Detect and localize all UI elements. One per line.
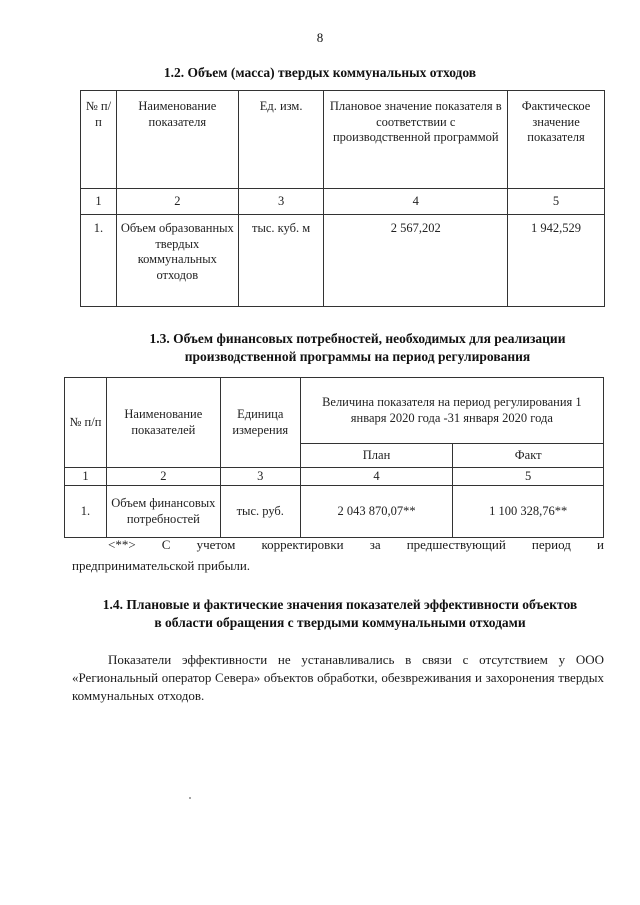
header-num: № п/п bbox=[65, 378, 107, 468]
numbering-row bbox=[65, 468, 604, 486]
table-row bbox=[65, 486, 604, 538]
col-number: 2 bbox=[106, 468, 220, 486]
row-name: Объем образованных твердых коммунальных отходов bbox=[116, 215, 238, 307]
row-num: 1. bbox=[65, 486, 107, 538]
section-1-4-title-line1: 1.4. Плановые и фактические значения показателей эффективности объектов bbox=[102, 597, 578, 612]
col-number: 5 bbox=[508, 189, 605, 215]
header-unit: Единица измерения bbox=[220, 378, 300, 468]
section-1-3-title-line1: 1.3. Объем финансовых потребностей, необходимых для реализации bbox=[149, 331, 566, 346]
header-unit: Ед. изм. bbox=[238, 91, 324, 189]
financial-needs-table bbox=[64, 377, 604, 538]
footnote-word: учетом bbox=[196, 537, 236, 552]
row-name: Объем финансовых потребностей bbox=[106, 486, 220, 538]
footnote-word: <**> bbox=[108, 537, 136, 552]
table-header-row bbox=[65, 378, 604, 444]
col-number: 3 bbox=[220, 468, 300, 486]
waste-volume-table bbox=[80, 90, 605, 307]
footnote-word: корректировки bbox=[261, 537, 344, 552]
page-number: 8 bbox=[316, 30, 324, 45]
header-num: № п/п bbox=[81, 91, 117, 189]
header-plan: Плановое значение показателя в соответствии с производственной программой bbox=[324, 91, 508, 189]
footnote-word: С bbox=[161, 537, 171, 552]
table-row bbox=[81, 215, 605, 307]
col-number: 3 bbox=[238, 189, 324, 215]
col-number: 2 bbox=[116, 189, 238, 215]
row-plan-value: 2 567,202 bbox=[324, 215, 508, 307]
header-name: Наименование показателя bbox=[116, 91, 238, 189]
col-number: 1 bbox=[81, 189, 117, 215]
row-fact-value: 1 100 328,76** bbox=[453, 486, 604, 538]
header-name: Наименование показателей bbox=[106, 378, 220, 468]
footnote-word: период bbox=[531, 537, 571, 552]
row-plan-value: 2 043 870,07** bbox=[300, 486, 453, 538]
table-header-row bbox=[81, 91, 605, 189]
section-1-4-title-line2: в области обращения с твердыми коммунальными отходами bbox=[154, 615, 526, 630]
row-unit: тыс. руб. bbox=[220, 486, 300, 538]
section-1-3-title-line2: производственной программы на период регулирования bbox=[184, 349, 531, 364]
col-number: 4 bbox=[324, 189, 508, 215]
footnote-line1 bbox=[108, 536, 604, 554]
header-period: Величина показателя на период регулирования 1 января 2020 года -31 января 2020 года bbox=[300, 378, 603, 444]
footnote-word: за bbox=[369, 537, 381, 552]
col-number: 4 bbox=[300, 468, 453, 486]
header-plan: План bbox=[300, 444, 453, 468]
numbering-row bbox=[81, 189, 605, 215]
section-1-2-title: 1.2. Объем (масса) твердых коммунальных отходов bbox=[163, 65, 477, 80]
footnote-word: и bbox=[596, 537, 604, 552]
row-fact-value: 1 942,529 bbox=[508, 215, 605, 307]
row-unit: тыс. куб. м bbox=[238, 215, 324, 307]
scan-dot bbox=[189, 797, 191, 799]
col-number: 5 bbox=[453, 468, 604, 486]
row-num: 1. bbox=[81, 215, 117, 307]
footnote-word: предшествующий bbox=[406, 537, 506, 552]
header-fact: Фактическое значение показателя bbox=[508, 91, 605, 189]
efficiency-paragraph: Показатели эффективности не устанавливались в связи с отсутствием у ООО «Региональный оператор Севера» объектов обработки, обезвреживания и захоронения твердых коммунальных отходов. bbox=[72, 652, 604, 703]
header-fact: Факт bbox=[453, 444, 604, 468]
footnote-line2: предпринимательской прибыли. bbox=[72, 558, 251, 573]
col-number: 1 bbox=[65, 468, 107, 486]
